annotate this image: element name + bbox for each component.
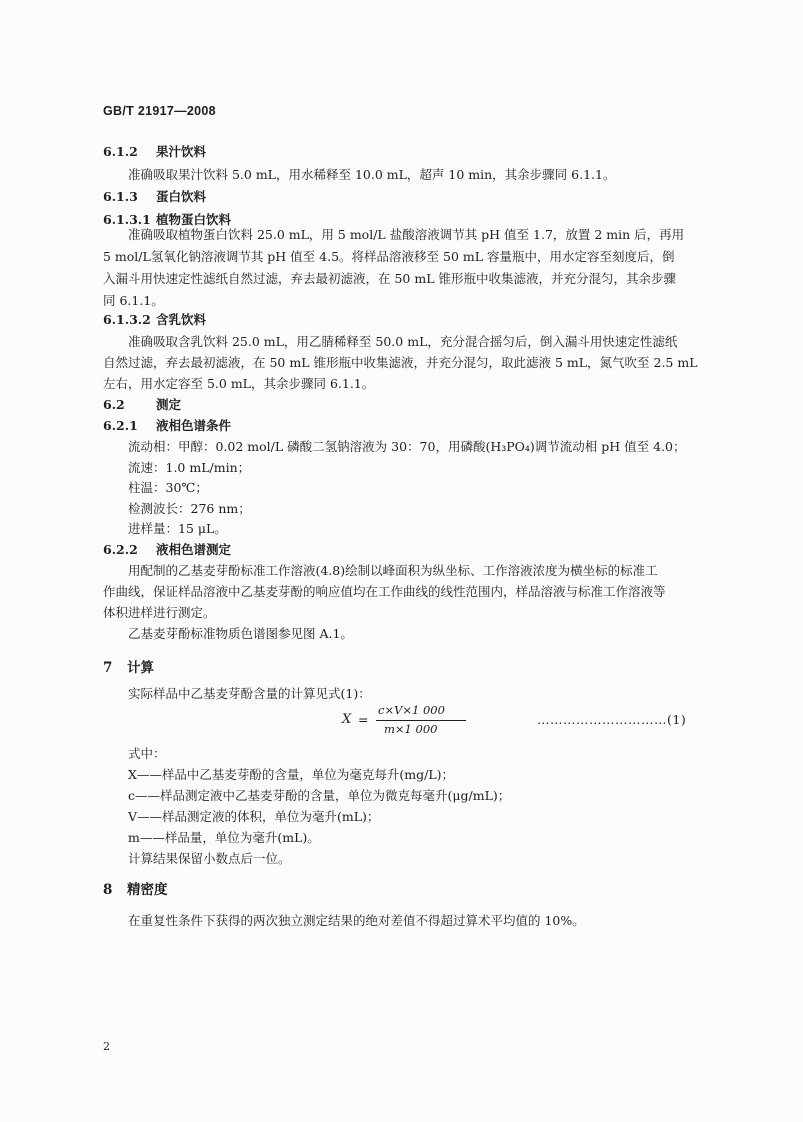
formula-lhs: X <box>342 712 352 727</box>
section-title: 精密度 <box>127 882 168 898</box>
formula-denominator: m×1 000 <box>384 722 438 736</box>
section-title: 蛋白饮料 <box>156 189 207 204</box>
mobile-phase-line: 流动相：甲醇：0.02 mol/L 磷酸二氢钠溶液为 30：70，用磷酸(H₃PO₄)调节流动相 pH 值至 4.0； <box>128 439 686 454</box>
section-number: 6.1.3.1 <box>103 212 151 227</box>
section-title: 测定 <box>156 397 182 412</box>
definition-line: m——样品量，单位为毫升(mL)。 <box>128 830 320 845</box>
section-6-2-2-heading <box>103 540 231 558</box>
fraction-bar <box>376 720 466 721</box>
paragraph: 计算结果保留小数点后一位。 <box>128 851 291 866</box>
formula-equals: = <box>358 712 369 727</box>
flow-rate-line: 流速：1.0 mL/min； <box>128 460 251 475</box>
paragraph-line: 用配制的乙基麦芽酚标准工作溶液(4.8)绘制以峰面积为纵坐标、工作溶液浓度为横坐标的标准工 <box>128 563 658 578</box>
wavelength-line: 检测波长：276 nm； <box>128 501 251 516</box>
paragraph-line: 5 mol/L氢氧化钠溶液调节其 pH 值至 4.5。将样品溶液移至 50 mL 容量瓶中，用水定容至刻度后，倒 <box>103 249 675 264</box>
section-title: 植物蛋白饮料 <box>156 212 232 227</box>
section-title: 含乳饮料 <box>156 312 207 327</box>
where-label: 式中： <box>128 746 166 761</box>
column-temp-line: 柱温：30℃； <box>128 480 208 495</box>
section-7-heading <box>103 656 154 676</box>
section-number: 6.2 <box>103 397 125 412</box>
injection-volume-line: 进样量：15 μL。 <box>128 521 227 536</box>
section-6-2-1-heading <box>103 416 231 434</box>
section-6-1-3-heading <box>103 187 206 205</box>
paragraph-line: 乙基麦芽酚标准物质色谱图参见图 A.1。 <box>128 626 353 641</box>
section-number: 8 <box>103 882 113 898</box>
paragraph-line: 体积进样进行测定。 <box>103 605 216 620</box>
section-6-1-3-2-heading <box>103 310 206 328</box>
paragraph-line: 左右，用水定容至 5.0 mL，其余步骤同 6.1.1。 <box>103 376 375 391</box>
paragraph-line: 准确吸取植物蛋白饮料 25.0 mL，用 5 mol/L 盐酸溶液调节其 pH 值至 1.7，放置 2 min 后，再用 <box>128 227 685 242</box>
section-6-2-heading <box>103 395 181 413</box>
paragraph-line: 入漏斗用快速定性滤纸自然过滤，弃去最初滤液，在 50 mL 锥形瓶中收集滤液，并充分混匀，其余步骤 <box>103 271 676 286</box>
section-number: 6.1.2 <box>103 144 138 159</box>
paragraph: 实际样品中乙基麦芽酚含量的计算见式(1)： <box>128 686 371 701</box>
paragraph-line: 自然过滤，弃去最初滤液，在 50 mL 锥形瓶中收集滤液，并充分混匀，取此滤液 5 mL，氮气吹至 2.5 mL <box>103 355 698 370</box>
paragraph-line: 同 6.1.1。 <box>103 293 164 308</box>
section-number: 7 <box>103 660 113 676</box>
definition-line: X——样品中乙基麦芽酚的含量，单位为毫克每升(mg/L)； <box>128 767 455 782</box>
section-number: 6.1.3.2 <box>103 312 151 327</box>
section-number: 6.2.2 <box>103 542 138 557</box>
section-6-1-2-heading <box>103 142 206 160</box>
definition-line: c——样品测定液中乙基麦芽酚的含量，单位为微克每毫升(μg/mL)； <box>128 788 511 803</box>
section-title: 计算 <box>127 660 154 676</box>
section-title: 液相色谱条件 <box>156 418 232 433</box>
equation-number: …………………………(1) <box>537 712 687 727</box>
section-title: 液相色谱测定 <box>156 542 232 557</box>
section-number: 6.1.3 <box>103 189 138 204</box>
paragraph-line: 准确吸取含乳饮料 25.0 mL，用乙腈稀释至 50.0 mL，充分混合摇匀后，倒入漏斗用快速定性滤纸 <box>128 334 678 349</box>
section-8-heading <box>103 878 168 898</box>
standard-code-header: GB/T 21917—2008 <box>103 104 216 118</box>
definition-line: V——样品测定液的体积，单位为毫升(mL)； <box>128 809 380 824</box>
section-title: 果汁饮料 <box>156 144 207 159</box>
section-number: 6.2.1 <box>103 418 138 433</box>
paragraph: 在重复性条件下获得的两次独立测定结果的绝对差值不得超过算术平均值的 10%。 <box>128 913 585 928</box>
paragraph-line: 作曲线，保证样品溶液中乙基麦芽酚的响应值均在工作曲线的线性范围内，样品溶液与标准工作溶液等 <box>103 584 666 599</box>
page-number: 2 <box>103 1040 110 1053</box>
paragraph: 准确吸取果汁饮料 5.0 mL，用水稀释至 10.0 mL，超声 10 min，其余步骤同 6.1.1。 <box>128 167 616 182</box>
formula-numerator: c×V×1 000 <box>378 703 445 717</box>
